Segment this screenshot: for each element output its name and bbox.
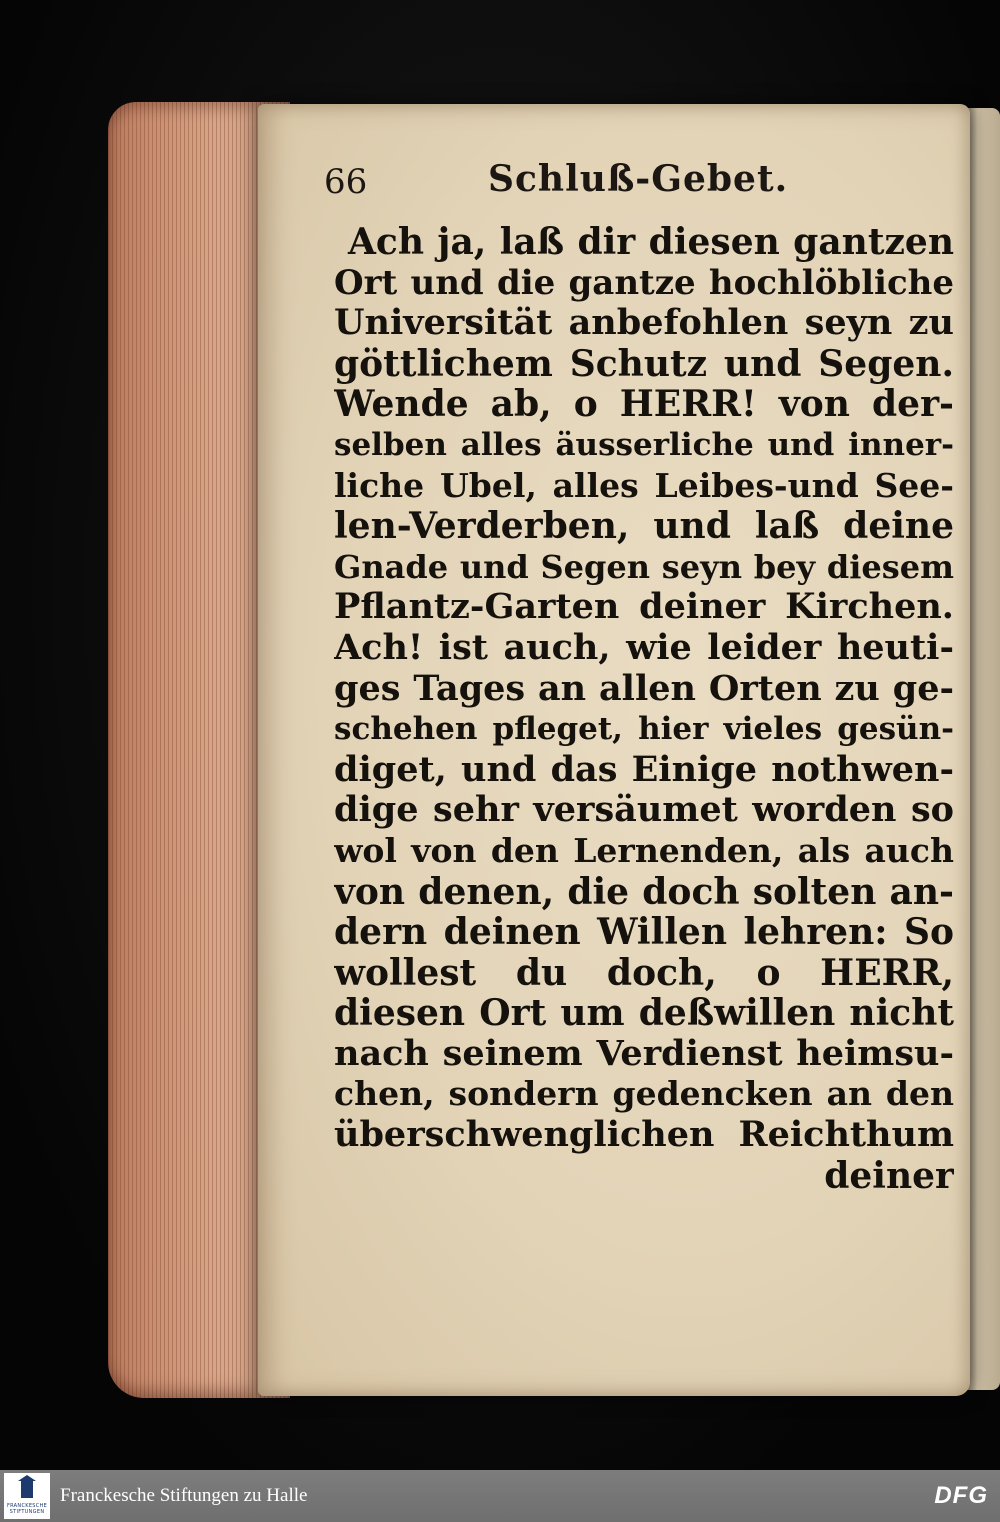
text-line: chen, sondern gedencken an den (334, 1074, 954, 1114)
text-line: dern deinen Willen lehren: So (334, 912, 954, 953)
text-line: wollest du doch, o HERR, (334, 952, 954, 994)
text-line: Ort und die gantze hochlöbliche (334, 262, 954, 303)
text-line: nach seinem Verdienst heimsu- (334, 1033, 954, 1074)
dfg-logo[interactable]: DFG (934, 1482, 988, 1509)
text-line: Ach! ist auch, wie leider heuti- (334, 627, 954, 668)
logo-caption: FRANCKESCHE STIFTUNGEN (6, 1503, 48, 1515)
book-page (258, 104, 970, 1396)
text-line: Gnade und Segen seyn bey diesem (334, 547, 954, 586)
text-line: schehen pfleget, hier vieles gesün- (334, 711, 954, 748)
catchword: deiner (824, 1155, 954, 1197)
page-number: 66 (324, 162, 368, 202)
footer-banner (0, 1470, 1000, 1522)
text-line: len-Verderben, und laß deine (334, 506, 954, 547)
text-line: überschwenglichen Reichthum (334, 1115, 954, 1156)
institution-link[interactable]: Franckesche Stiftungen zu Halle (60, 1485, 308, 1506)
text-line: von denen, die doch solten an- (334, 871, 954, 913)
institution-logo[interactable] (4, 1473, 50, 1519)
text-line: wol von den Lernenden, als auch (334, 830, 954, 870)
text-line: liche Ubel, alles Leibes-und See- (334, 465, 954, 505)
building-icon (21, 1480, 33, 1498)
text-line: Universität anbefohlen seyn zu (334, 303, 954, 344)
text-line: diesen Ort um deßwillen nicht (334, 993, 954, 1034)
running-head: Schluß-Gebet. (488, 158, 789, 200)
text-line: Wende ab, o HERR! von der- (334, 384, 954, 425)
text-line: diget, und das Einige nothwen- (334, 749, 954, 790)
text-line: dige sehr versäumet worden so (334, 790, 954, 831)
text-line: göttlichem Schutz und Segen. (334, 343, 954, 385)
text-line: Pflantz-Garten deiner Kirchen. (334, 587, 954, 628)
text-line: ges Tages an allen Orten zu ge- (334, 668, 954, 709)
text-line: selben alles äusserliche und inner- (334, 426, 954, 463)
text-line: Ach ja, laß dir diesen gantzen (348, 222, 954, 263)
body-text (334, 222, 954, 1196)
